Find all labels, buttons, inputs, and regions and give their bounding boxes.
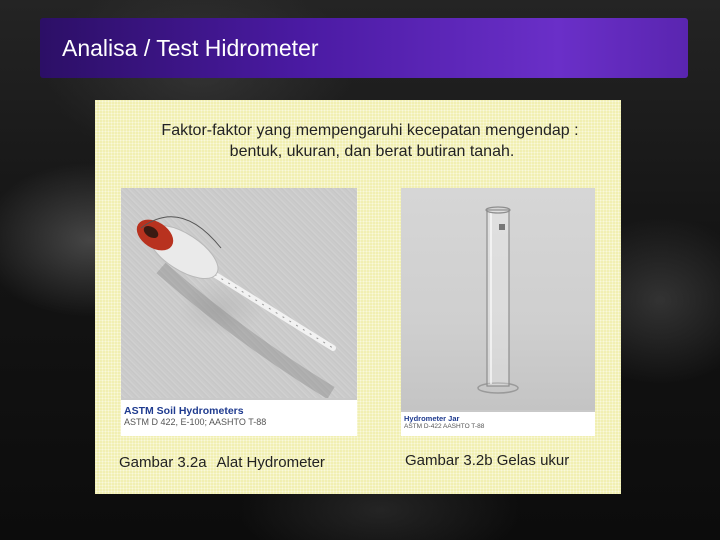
panel-subtitle (95, 120, 621, 162)
content-panel (95, 100, 621, 494)
figure-hydrometer (121, 188, 357, 436)
figure-a-caption-title: ASTM Soil Hydrometers (124, 405, 244, 417)
figure-a-label (119, 454, 325, 471)
cylinder-illustration (401, 188, 595, 410)
figure-b-label: Gambar 3.2b Gelas ukur (405, 452, 570, 469)
cylinder-mark (499, 224, 505, 230)
hydrometer-illustration (121, 188, 357, 398)
figure-b-caption-title: Hydrometer Jar (404, 414, 460, 423)
cylinder-photo (401, 188, 595, 410)
figure-a-caption (121, 400, 357, 436)
subtitle-line-1: Faktor-faktor yang mempengaruhi kecepatan mengendap : (161, 122, 579, 139)
slide-title: Analisa / Test Hidrometer (62, 34, 319, 61)
figure-measuring-cylinder (401, 188, 595, 436)
figure-a-label-text: Alat Hydrometer (216, 454, 325, 471)
hydrometer-photo (121, 188, 357, 398)
figure-a-label-num: Gambar 3.2a (119, 454, 207, 471)
figure-b-caption-sub: ASTM D-422 AASHTO T-88 (404, 423, 485, 430)
subtitle-line-2: bentuk, ukuran, dan berat butiran tanah. (229, 143, 515, 160)
title-bar (40, 18, 688, 78)
figure-a-caption-sub: ASTM D 422, E-100; AASHTO T-88 (124, 417, 267, 427)
figure-b-caption (401, 412, 595, 436)
